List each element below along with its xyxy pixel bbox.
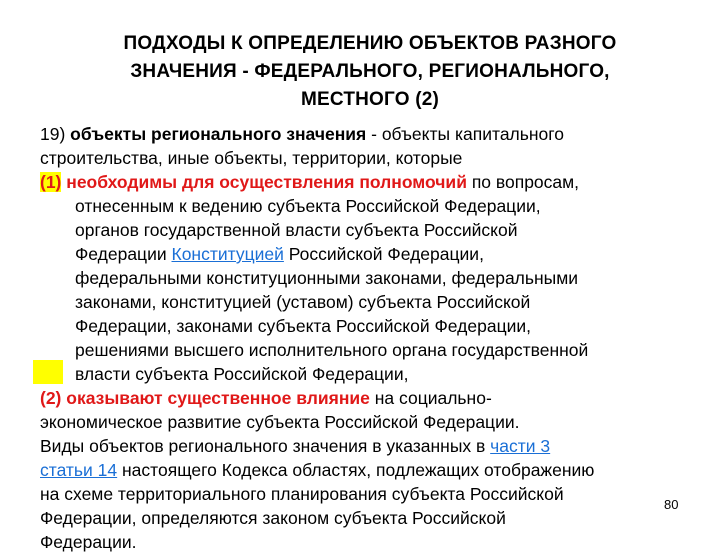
body-line-12: (2) оказывают существенное влияние на социально-	[40, 388, 492, 408]
page-number: 80	[664, 497, 679, 512]
part-3-link[interactable]: части 3	[490, 436, 551, 456]
criterion-1: необходимы для осуществления полномочий	[61, 172, 467, 192]
slide-body	[40, 122, 680, 554]
body-line-5: органов государственной власти субъекта Российской	[75, 220, 518, 240]
criterion-2: (2) оказывают существенное влияние	[40, 388, 370, 408]
constitution-link[interactable]: Конституцией	[171, 244, 284, 264]
body-line-1: 19) объекты регионального значения - объекты капитального	[40, 124, 565, 144]
term-regional-objects: объекты регионального значения	[70, 124, 367, 144]
body-line-15: статьи 14 настоящего Кодекса областях, подлежащих отображению	[40, 460, 595, 480]
body-line-16: на схеме территориального планирования субъекта Российской	[40, 484, 564, 504]
body-line-11: власти субъекта Российской Федерации,	[75, 364, 409, 384]
body-line-8: законами, конституцией (уставом) субъекта Российской	[75, 292, 531, 312]
body-line-3: (1) необходимы для осуществления полномочий по вопросам,	[40, 172, 580, 192]
body-line-17: Федерации, определяются законом субъекта Российской	[40, 508, 506, 528]
body-line-13: экономическое развитие субъекта Российской Федерации.	[40, 412, 520, 432]
slide-title	[40, 30, 700, 114]
article-14-link[interactable]: статьи 14	[40, 460, 118, 480]
title-line-3: МЕСТНОГО (2)	[300, 89, 440, 110]
marker-1: (1)	[40, 172, 62, 192]
title-line-2: ЗНАЧЕНИЯ - ФЕДЕРАЛЬНОГО, РЕГИОНАЛЬНОГО,	[130, 61, 610, 82]
body-line-18: Федерации.	[40, 532, 137, 552]
body-line-14: Виды объектов регионального значения в указанных в части 3	[40, 436, 551, 456]
body-line-9: Федерации, законами субъекта Российской Федерации,	[75, 316, 531, 336]
body-line-7: федеральными конституционными законами, федеральными	[75, 268, 579, 288]
body-line-10: решениями высшего исполнительного органа государственной	[75, 340, 589, 360]
title-line-1: ПОДХОДЫ К ОПРЕДЕЛЕНИЮ ОБЪЕКТОВ РАЗНОГО	[123, 33, 617, 54]
body-line-6: Федерации Конституцией Российской Федерации,	[75, 244, 484, 264]
body-line-4: отнесенным к ведению субъекта Российской Федерации,	[75, 196, 541, 216]
body-line-2: строительства, иные объекты, территории, которые	[40, 148, 463, 168]
